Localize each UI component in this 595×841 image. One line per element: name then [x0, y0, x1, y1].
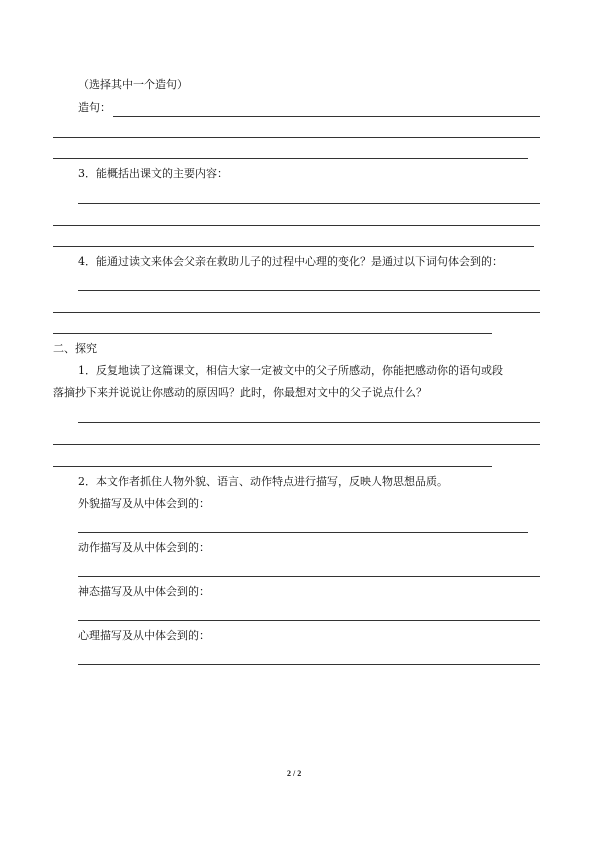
exploration-1-line1: 1．反复地读了这篇课文，相信大家一定被文中的父子所感动，你能把感动你的语句或段	[78, 364, 503, 377]
answer-line[interactable]	[53, 333, 492, 334]
exploration-1-line2: 落摘抄下来并说说让你感动的原因吗？此时，你最想对文中的父子说点什么？	[53, 386, 427, 399]
choose-one-hint: （选择其中一个造句）	[78, 78, 188, 91]
answer-line[interactable]	[53, 225, 540, 226]
answer-line[interactable]	[78, 422, 540, 423]
answer-line[interactable]	[53, 137, 540, 138]
answer-line[interactable]	[78, 576, 540, 577]
sentence-label: 造句：	[78, 101, 111, 114]
answer-line[interactable]	[53, 158, 528, 159]
answer-line[interactable]	[113, 116, 540, 117]
action-prompt: 动作描写及从中体会到的：	[78, 541, 210, 554]
page-number: 2 / 2	[287, 769, 302, 778]
expression-prompt: 神态描写及从中体会到的：	[78, 585, 210, 598]
question-4: 4．能通过读文来体会父亲在救助儿子的过程中心理的变化？是通过以下词句体会到的：	[78, 255, 503, 268]
answer-line[interactable]	[78, 620, 540, 621]
section-heading: 二、探究	[53, 342, 97, 355]
answer-line[interactable]	[53, 466, 492, 467]
question-3: 3．能概括出课文的主要内容：	[78, 167, 228, 180]
answer-line[interactable]	[53, 444, 540, 445]
answer-line[interactable]	[53, 246, 534, 247]
appearance-prompt: 外貌描写及从中体会到的：	[78, 497, 210, 510]
answer-line[interactable]	[53, 312, 540, 313]
answer-line[interactable]	[78, 203, 540, 204]
exploration-2: 2．本文作者抓住人物外貌、语言、动作特点进行描写，反映人物思想品质。	[78, 475, 448, 488]
psychology-prompt: 心理描写及从中体会到的：	[78, 629, 210, 642]
answer-line[interactable]	[78, 290, 540, 291]
answer-line[interactable]	[78, 532, 528, 533]
answer-line[interactable]	[78, 664, 540, 665]
